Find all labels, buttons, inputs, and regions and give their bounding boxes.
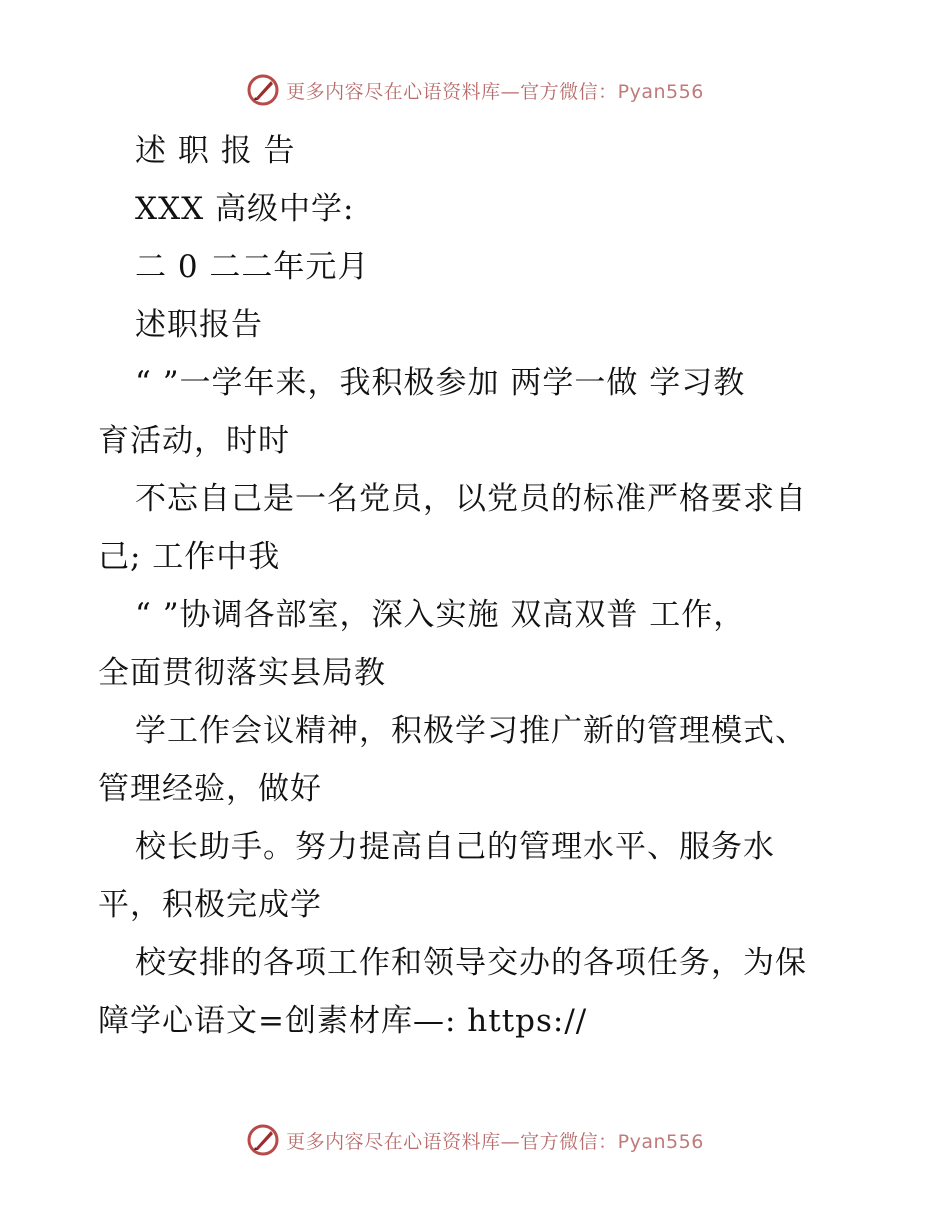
doc-subtitle: 述职报告 [135, 307, 263, 343]
paragraph-line: 育活动，时时 [98, 423, 290, 459]
quill-pen-logo-icon [246, 1123, 280, 1157]
paragraph-line: 己; 工作中我 [98, 539, 281, 575]
paragraph-line: 不忘自己是一名党员，以党员的标准严格要求自 [135, 481, 807, 517]
paragraph-line: 障学心语文=创素材库—: https:// [98, 1003, 588, 1039]
header-watermark [0, 70, 950, 110]
doc-title: 述 职 报 告 [135, 133, 296, 169]
document-body [98, 122, 868, 1050]
watermark-text: 更多内容尽在心语资料库—官方微信：Pyan556 [286, 1130, 704, 1153]
watermark-text: 更多内容尽在心语资料库—官方微信：Pyan556 [286, 80, 704, 103]
paragraph-line: 全面贯彻落实县局教 [98, 655, 386, 691]
paragraph-line: 学工作会议精神，积极学习推广新的管理模式、 [135, 713, 807, 749]
paragraph-line: “ ”一学年来，我积极参加 两学一做 学习教 [135, 365, 746, 401]
quill-pen-logo-icon [246, 73, 280, 107]
footer-watermark [0, 1120, 950, 1160]
paragraph-line: 管理经验，做好 [98, 771, 322, 807]
doc-addressee: XXX 高级中学: [135, 191, 355, 227]
paragraph-line: 校长助手。努力提高自己的管理水平、服务水 [135, 829, 775, 865]
paragraph-line: 平，积极完成学 [98, 887, 322, 923]
paragraph-line: “ ”协调各部室，深入实施 双高双普 工作， [135, 597, 746, 633]
paragraph-line: 校安排的各项工作和领导交办的各项任务，为保 [135, 945, 807, 981]
doc-date: 二 0 二二年元月 [135, 249, 370, 285]
